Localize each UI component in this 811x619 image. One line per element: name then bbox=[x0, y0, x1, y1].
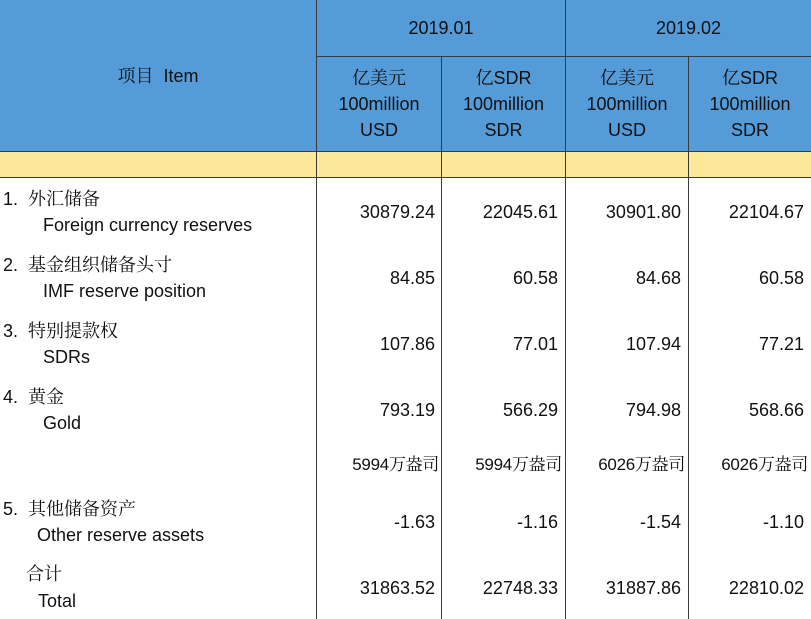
unit-line2: 100million bbox=[586, 94, 668, 114]
unit-line3: USD bbox=[359, 120, 398, 140]
unit-header bbox=[317, 57, 441, 151]
unit-header bbox=[442, 57, 565, 151]
item-header-label: 项目 Item bbox=[117, 65, 199, 86]
row-cn-label: 1. 外汇储备 bbox=[3, 189, 101, 209]
unit-line3: SDR bbox=[730, 120, 769, 140]
period-header bbox=[566, 0, 811, 56]
unit-header bbox=[689, 57, 811, 151]
unit-cn: 亿SDR bbox=[475, 68, 532, 88]
item-header bbox=[0, 0, 316, 151]
header-band bbox=[0, 151, 811, 177]
value-cell: -1.54 bbox=[639, 512, 681, 532]
grid-line bbox=[0, 151, 811, 152]
row-en-label: Foreign currency reserves bbox=[43, 215, 253, 235]
value-cell: 22810.02 bbox=[728, 578, 804, 598]
value-cell: 84.85 bbox=[389, 268, 435, 288]
value-cell: 30901.80 bbox=[605, 202, 681, 222]
row-cn-label: 2. 基金组织储备头寸 bbox=[3, 255, 173, 275]
value-cell: 107.86 bbox=[379, 334, 435, 354]
value-cell: 5994万盎司 bbox=[352, 455, 439, 474]
value-cell: 793.19 bbox=[379, 400, 435, 420]
value-cell: 107.94 bbox=[625, 334, 681, 354]
unit-line3: SDR bbox=[484, 120, 523, 140]
value-cell: 22748.33 bbox=[482, 578, 558, 598]
row-cn-label: 合计 bbox=[26, 564, 62, 584]
row-en-label: Total bbox=[38, 591, 77, 611]
unit-cn: 亿SDR bbox=[721, 68, 778, 88]
value-cell: 22045.61 bbox=[482, 202, 558, 222]
row-cn-label: 5. 其他储备资产 bbox=[3, 499, 137, 519]
value-cell: 6026万盎司 bbox=[721, 455, 808, 474]
value-cell: 77.21 bbox=[758, 334, 804, 354]
unit-cn: 亿美元 bbox=[352, 68, 406, 88]
unit-line2: 100million bbox=[462, 94, 545, 114]
value-cell: 60.58 bbox=[512, 268, 558, 288]
unit-line2: 100million bbox=[338, 94, 420, 114]
value-cell: 22104.67 bbox=[728, 202, 804, 222]
value-cell: 31887.86 bbox=[605, 578, 681, 598]
value-cell: 794.98 bbox=[625, 400, 681, 420]
value-cell: -1.16 bbox=[516, 512, 558, 532]
value-cell: 6026万盎司 bbox=[598, 455, 685, 474]
period-label: 2019.02 bbox=[655, 18, 722, 38]
value-cell: 568.66 bbox=[748, 400, 804, 420]
row-cn-label: 3. 特别提款权 bbox=[3, 321, 119, 341]
grid-line bbox=[0, 177, 811, 178]
value-cell: 31863.52 bbox=[359, 578, 435, 598]
value-cell: 5994万盎司 bbox=[475, 455, 562, 474]
period-label: 2019.01 bbox=[408, 18, 474, 38]
value-cell: -1.10 bbox=[762, 512, 804, 532]
value-cell: 60.58 bbox=[758, 268, 804, 288]
unit-line2: 100million bbox=[709, 94, 791, 114]
row-en-label: SDRs bbox=[43, 347, 91, 367]
period-header bbox=[317, 0, 565, 56]
row-en-label: Other reserve assets bbox=[37, 525, 205, 545]
row-cn-label: 4. 黄金 bbox=[3, 387, 65, 407]
row-en-label: IMF reserve position bbox=[43, 281, 207, 301]
unit-line3: USD bbox=[607, 120, 646, 140]
unit-header bbox=[566, 57, 688, 151]
value-cell: 77.01 bbox=[512, 334, 558, 354]
value-cell: -1.63 bbox=[393, 512, 435, 532]
value-cell: 566.29 bbox=[502, 400, 558, 420]
value-cell: 30879.24 bbox=[359, 202, 435, 222]
value-cell: 84.68 bbox=[635, 268, 681, 288]
row-en-label: Gold bbox=[43, 413, 82, 433]
unit-cn: 亿美元 bbox=[600, 68, 654, 88]
